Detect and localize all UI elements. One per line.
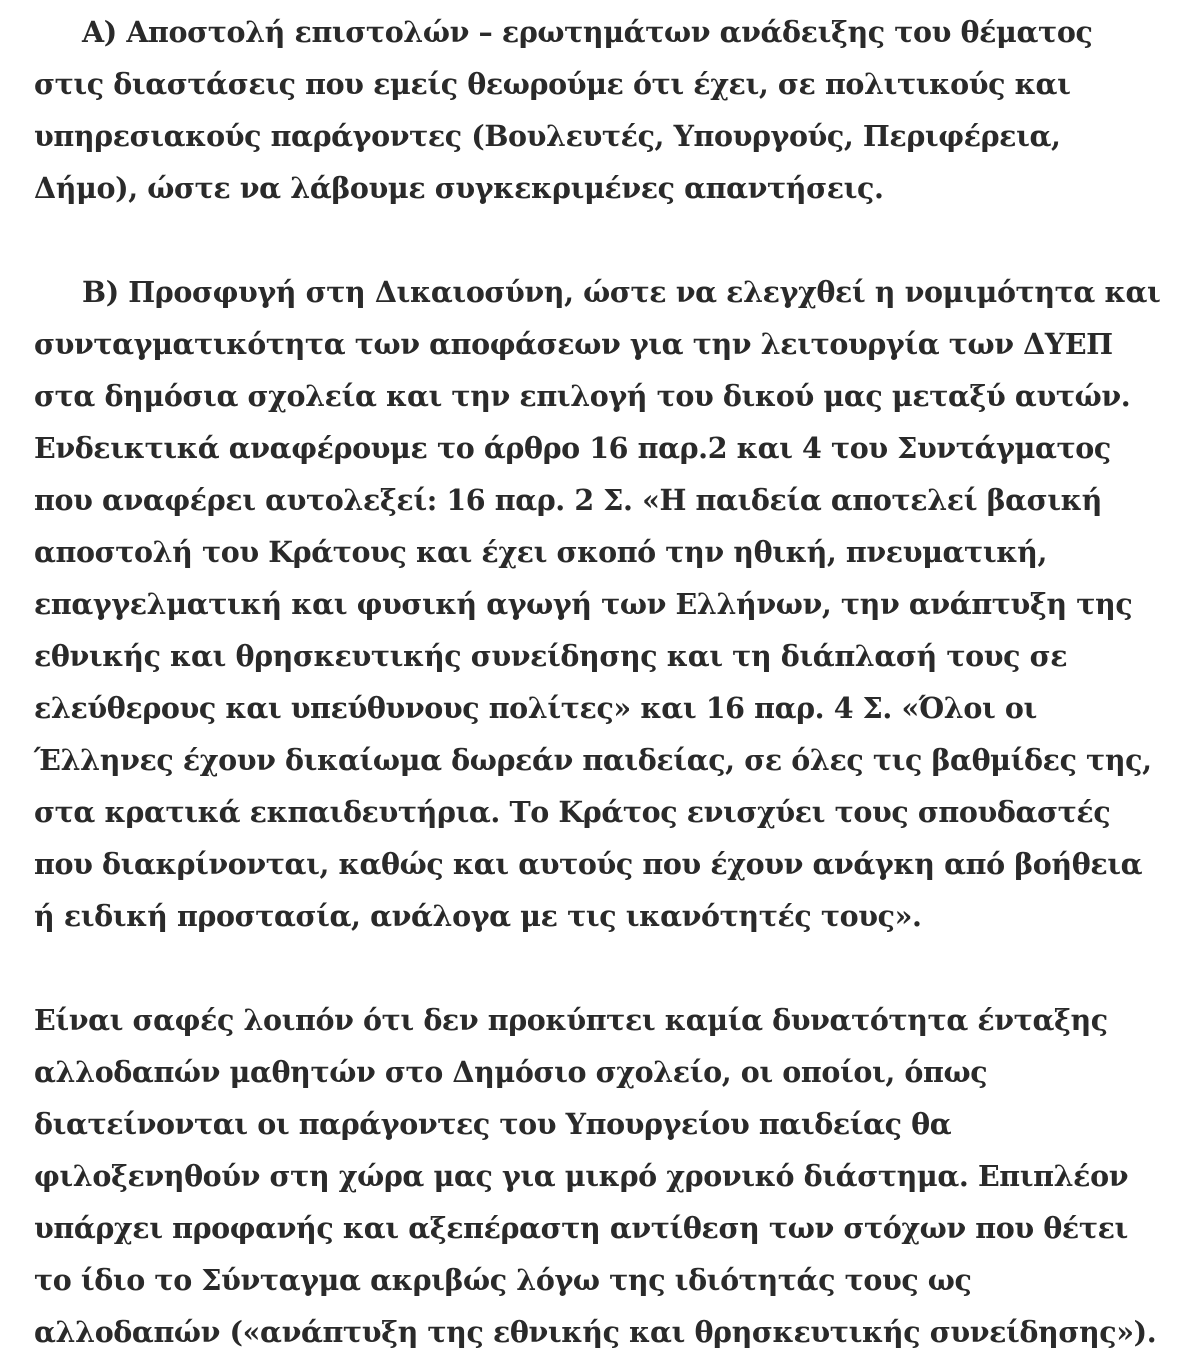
paragraph-spacer bbox=[34, 214, 1164, 266]
paragraph-b: Β) Προσφυγή στη Δικαιοσύνη, ώστε να ελεγχθεί η νομιμότητα και συνταγματικότητα των αποφάσεων για την λειτουργία των ΔΥΕΠ στα δημόσια σχολεία και την επιλογή του δικού μας μεταξύ αυτών. Ενδεικτικά αναφέρουμε το άρθρο 16 παρ.2 και 4 του Συντάγματος που αναφέρει αυτολεξεί: 16 παρ. 2 Σ. «Η παιδεία αποτελεί βασική αποστολή του Κράτους και έχει σκοπό την ηθική, πνευματική, επαγγελματική και φυσική αγωγή των Ελλήνων, την ανάπτυξη της εθνικής και θρησκευτικής συνείδησης και τη διάπλασή τους σε ελεύθερους και υπεύθυνους πολίτες» και 16 παρ. 4 Σ. «Όλοι οι Έλληνες έχουν δικαίωμα δωρεάν παιδείας, σε όλες τις βαθμίδες της, στα κρατικά εκπαιδευτήρια. Το Κράτος ενισχύει τους σπουδαστές που διακρίνονται, καθώς και αυτούς που έχουν ανάγκη από βοήθεια ή ειδική προστασία, ανάλογα με τις ικανότητές τους». bbox=[34, 275, 1161, 933]
paragraph-c: Είναι σαφές λοιπόν ότι δεν προκύπτει καμία δυνατότητα ένταξης αλλοδαπών μαθητών στο Δημόσιο σχολείο, οι οποίοι, όπως διατείνονται οι παράγοντες του Υπουργείου παιδείας θα φιλοξενηθούν στη χώρα μας για μικρό χρονικό διάστημα. Επιπλέον υπάρχει προφανής και αξεπέραστη αντίθεση των στόχων που θέτει το ίδιο το Σύνταγμα ακριβώς λόγω της ιδιότητάς τους ως αλλοδαπών («ανάπτυξη της εθνικής και θρησκευτικής συνείδησης»). bbox=[34, 1003, 1157, 1349]
document-body bbox=[34, 6, 1164, 1358]
paragraph-a: A) Αποστολή επιστολών – ερωτημάτων ανάδειξης του θέματος στις διαστάσεις που εμείς θεωρούμε ότι έχει, σε πολιτικούς και υπηρεσιακούς παράγοντες (Βουλευτές, Υπουργούς, Περιφέρεια, Δήμο), ώστε να λάβουμε συγκεκριμένες απαντήσεις. bbox=[34, 15, 1093, 205]
paragraph-spacer bbox=[34, 942, 1164, 994]
